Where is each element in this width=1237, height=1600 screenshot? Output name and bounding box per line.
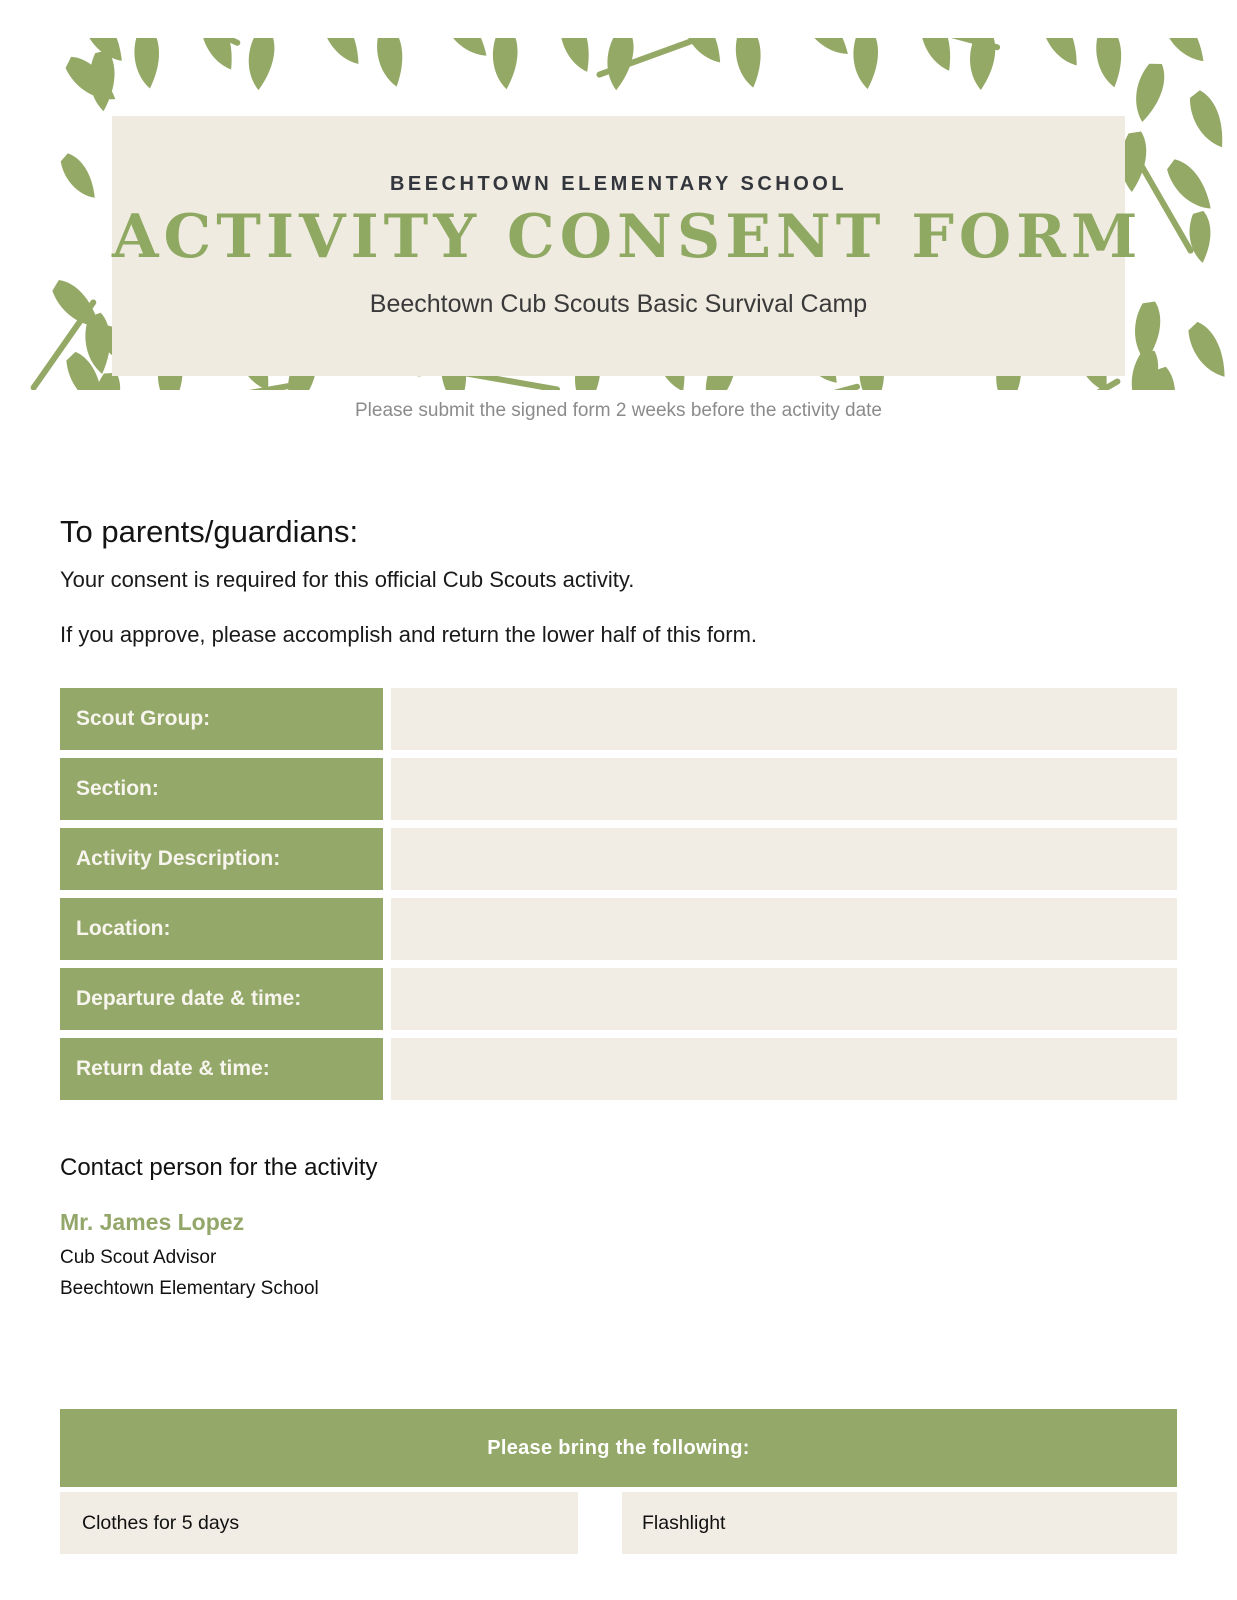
table-row-activity-description: [60, 828, 1177, 890]
row-value-activity-description: [391, 828, 1177, 890]
leaf-pattern-band: [0, 38, 1237, 390]
row-label-activity-description: Activity Description:: [60, 828, 383, 890]
row-label-section: Section:: [60, 758, 383, 820]
row-label-departure: Departure date & time:: [60, 968, 383, 1030]
table-row-departure: [60, 968, 1177, 1030]
bring-item-clothes: Clothes for 5 days: [60, 1492, 578, 1554]
table-row-return: [60, 1038, 1177, 1100]
table-row-section: [60, 758, 1177, 820]
row-value-departure: [391, 968, 1177, 1030]
form-title: ACTIVITY CONSENT FORM: [112, 202, 1143, 272]
contact-role: Cub Scout Advisor: [60, 1247, 217, 1268]
row-label-scout-group: Scout Group:: [60, 688, 383, 750]
row-label-location: Location:: [60, 898, 383, 960]
row-value-location: [391, 898, 1177, 960]
contact-heading: Contact person for the activity: [60, 1154, 378, 1181]
row-value-section: [391, 758, 1177, 820]
row-label-return: Return date & time:: [60, 1038, 383, 1100]
intro-heading: To parents/guardians:: [60, 514, 359, 549]
bring-items-divider: [578, 1492, 622, 1554]
school-name: BEECHTOWN ELEMENTARY SCHOOL: [389, 173, 848, 195]
submit-note: Please submit the signed form 2 weeks before the activity date: [355, 400, 882, 421]
details-table: [60, 688, 1177, 1108]
bring-item-flashlight: Flashlight: [622, 1492, 1177, 1554]
contact-org: Beechtown Elementary School: [60, 1278, 319, 1299]
intro-line-2: If you approve, please accomplish and return the lower half of this form.: [60, 622, 758, 647]
table-row-scout-group: [60, 688, 1177, 750]
table-row-location: [60, 898, 1177, 960]
form-subtitle: Beechtown Cub Scouts Basic Survival Camp: [369, 290, 868, 318]
row-value-return: [391, 1038, 1177, 1100]
bring-items: [60, 1492, 1177, 1554]
row-value-scout-group: [391, 688, 1177, 750]
intro-line-1: Your consent is required for this official Cub Scouts activity.: [60, 567, 635, 592]
contact-name: Mr. James Lopez: [60, 1209, 245, 1235]
bring-banner: Please bring the following:: [60, 1409, 1177, 1487]
header-card: [112, 116, 1143, 376]
